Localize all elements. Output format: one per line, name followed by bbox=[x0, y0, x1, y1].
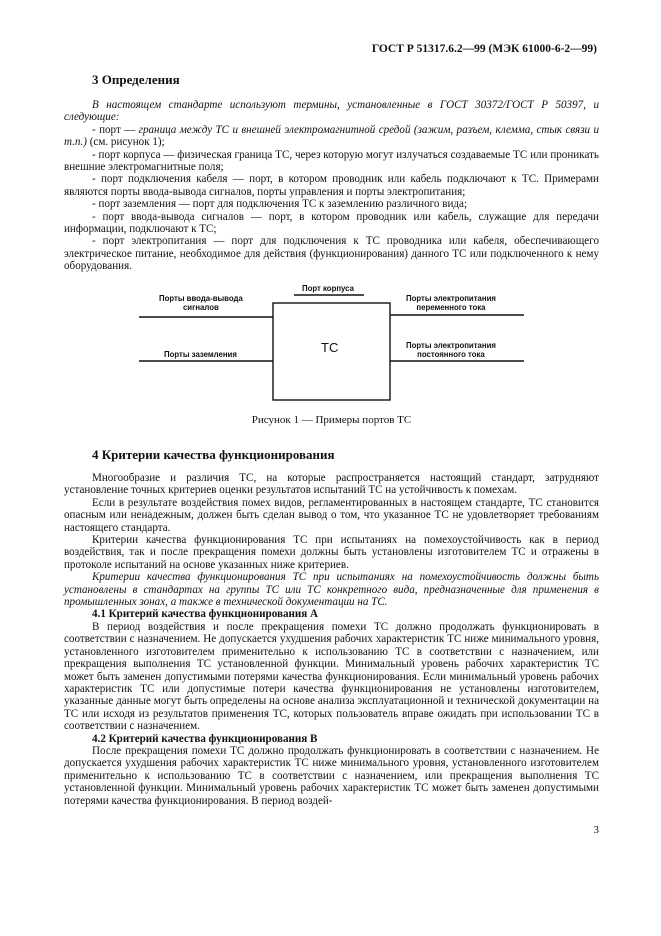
label-ac-power-line2: переменного тока bbox=[416, 303, 486, 312]
label-io-ports-line2: сигналов bbox=[182, 303, 219, 312]
figure-ports-diagram bbox=[64, 278, 599, 408]
document-header: ГОСТ Р 51317.6.2—99 (МЭК 61000-6-2—99) bbox=[371, 43, 597, 55]
definition-port-text: граница между ТС и внешней электромагнитной средой (зажим, разъем, клемма, стык связи и т.п.) bbox=[64, 123, 600, 149]
definition-port bbox=[64, 124, 599, 149]
page-number: 3 bbox=[593, 824, 599, 836]
section-4-title: 4 Критерии качества функционирования bbox=[92, 447, 335, 462]
section-4-body bbox=[64, 472, 599, 807]
subsection-4-1-title: 4.1 Критерий качества функционирования А bbox=[92, 608, 319, 621]
section-4-paragraph-2: Если в результате воздействия помех видов, регламентированных в настоящем стандарте, ТС становится опасным или ненадежным, должен быть сделан вывод о том, что указанное ТС не удовлетворяет требованиям настоящего стандарта. bbox=[64, 496, 599, 534]
definition-ground-port: - порт заземления — порт для подключения ТС к заземлению различного вида; bbox=[92, 198, 468, 211]
section-4-paragraph-3: Критерии качества функционирования ТС при испытаниях на помехоустойчивость как в период воздействия, так и после прекращения помехи должны быть установлены изготовителем ТС и отражены в протоколе испытаний на основе указанных ниже критериев. bbox=[64, 534, 599, 571]
section-4-paragraph-1: Многообразие и различия ТС, на которые распространяется настоящий стандарт, затрудняют установление точных критериев оценки результатов испытаний ТС на устойчивость к помехам. bbox=[64, 472, 599, 497]
section-3-definitions bbox=[64, 99, 599, 273]
label-io-ports bbox=[159, 294, 243, 312]
label-ac-power-ports bbox=[406, 294, 496, 312]
label-io-ports-line1: Порты ввода-вывода bbox=[159, 294, 243, 303]
label-ac-power-line1: Порты электропитания bbox=[406, 294, 496, 303]
label-ground-ports: Порты заземления bbox=[164, 350, 237, 359]
definition-io-port: - порт ввода-вывода сигналов — порт, в котором проводник или кабель, служащие для передачи информации, подключают к ТС; bbox=[64, 210, 599, 236]
definition-port-term: - порт — bbox=[92, 123, 139, 136]
definition-port-ref: (см. рисунок 1); bbox=[86, 136, 165, 149]
subsection-4-2-text: После прекращения помехи ТС должно продолжать функционировать в соответствии с назначением. Не допускается ухудшения рабочих характеристик ТС ниже минимального уровня, установленного изготовителем применительно к использованию ТС в соответствии с назначением, или прекращения выполнения ТС установленной функции. Минимальный уровень рабочих характеристик ТС может быть заменен допустимыми потерями качества функционирования. В период воздей- bbox=[64, 744, 599, 807]
section-4-paragraph-4: Критерии качества функционирования ТС при испытаниях на помехоустойчивость должны быть установлены в стандартах на группы ТС или ТС конкретного вида, предназначенные для применения в промышленных зонах, а также в технической документации на ТС. bbox=[64, 571, 599, 609]
label-case-port: Порт корпуса bbox=[302, 284, 354, 293]
subsection-4-1-text: В период воздействия и после прекращения помехи ТС должно продолжать функционировать в соответствии с назначением. Не допускается ухудшения рабочих характеристик ТС ниже минимального уровня, установленного изготовителем применительно к использованию ТС в соответствии с назначением, или прекращения выполнения ТС установленной функции. Минимальный уровень рабочих характеристик ТС может быть заменен допустимыми потерями качества функционирования. Если минимальный уровень рабочих характеристик ТС или допустимые потери качества функционирования не установлены изготовителем, указанные данные могут быть определены на основе анализа эксплуатационной и технической документации на ТС или исходя из результатов применения ТС, которых пользователь вправе ожидать при использовании ТС в соответствии с назначением. bbox=[64, 620, 599, 733]
figure-caption: Рисунок 1 — Примеры портов ТС bbox=[251, 414, 412, 426]
label-device: ТС bbox=[321, 340, 339, 355]
definition-case-port: - порт корпуса — физическая граница ТС, через которую могут излучаться создаваемые ТС или проникать внешние электромагнитные поля; bbox=[64, 148, 599, 174]
label-dc-power-line1: Порты электропитания bbox=[406, 341, 496, 350]
definition-cable-port: - порт подключения кабеля — порт, в котором проводник или кабель подключают к ТС. Примерами являются порты ввода-вывода сигналов, порты управления и порты электропитания; bbox=[64, 173, 599, 198]
section-3-title: 3 Определения bbox=[92, 72, 180, 87]
label-dc-power-ports bbox=[406, 341, 496, 359]
subsection-4-2-title: 4.2 Критерий качества функционирования В bbox=[92, 732, 318, 745]
definition-power-port: - порт электропитания — порт для подключения к ТС проводника или кабеля, обеспечивающего электрическое питание, необходимое для действия (функционирования) данного ТС или подключенного к нему оборудования. bbox=[64, 235, 599, 273]
label-dc-power-line2: постоянного тока bbox=[417, 350, 485, 359]
definitions-intro: В настоящем стандарте используют термины, установленные в ГОСТ 30372/ГОСТ Р 50397, и следующие: bbox=[64, 99, 599, 124]
